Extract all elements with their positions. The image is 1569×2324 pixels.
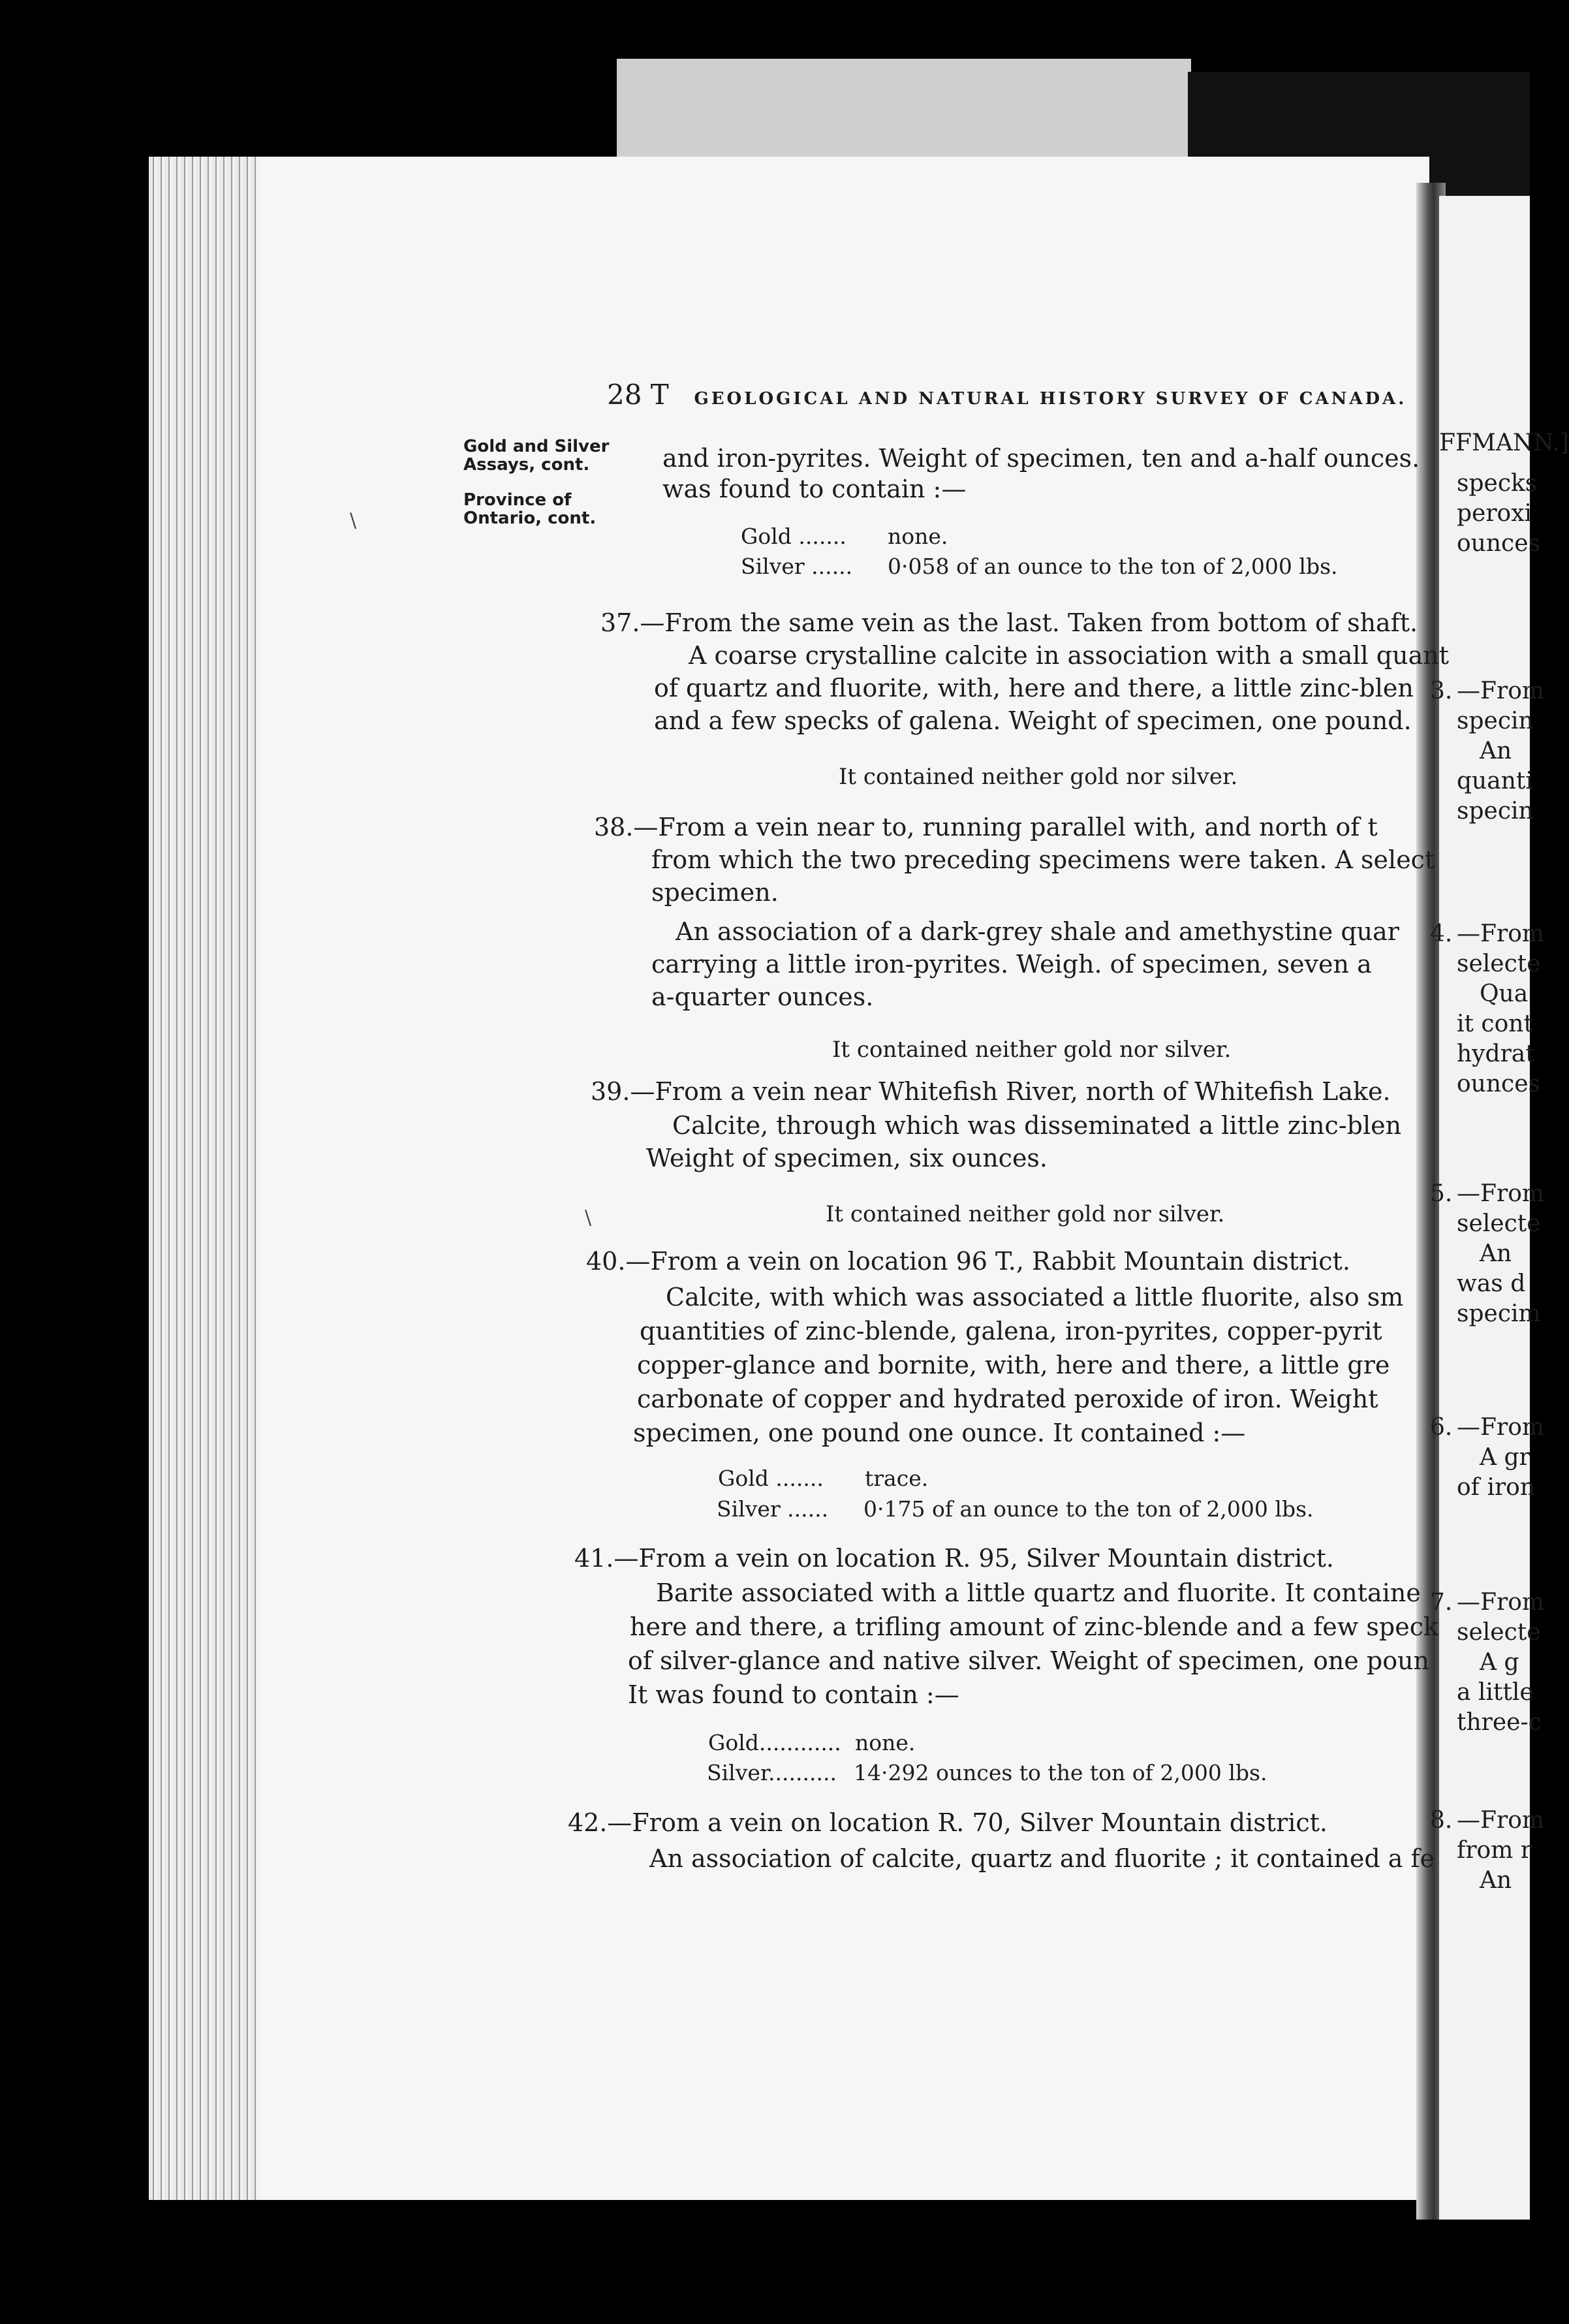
- page-number: 28 T: [607, 379, 669, 411]
- right-page-line: An: [1480, 1867, 1512, 1894]
- page-edges: [149, 157, 263, 2200]
- right-page-line: —From: [1457, 1589, 1544, 1616]
- right-page: [1430, 196, 1569, 2220]
- text-line: a-quarter ounces.: [651, 982, 874, 1011]
- text-line: 37.—From the same vein as the last. Taken from bottom of shaft.: [600, 608, 1418, 637]
- text-line: An association of a dark-grey shale and amethystine quar: [676, 917, 1399, 946]
- text-line: was found to contain :—: [662, 475, 967, 503]
- text-line: Weight of specimen, six ounces.: [646, 1144, 1048, 1172]
- text-line: An association of calcite, quartz and fluorite ; it contained a fe: [649, 1844, 1435, 1873]
- assay-label: Silver..........: [707, 1760, 837, 1785]
- assay-result: It contained neither gold nor silver.: [826, 1201, 1225, 1227]
- text-line: Barite associated with a little quartz and fluorite. It containe: [656, 1578, 1421, 1607]
- right-page-line: ounces: [1457, 1071, 1540, 1097]
- text-line: carbonate of copper and hydrated peroxide of iron. Weight: [637, 1385, 1378, 1413]
- page-header: [607, 379, 1406, 411]
- right-page-line: A gr: [1480, 1444, 1530, 1471]
- right-page-line: —From: [1457, 678, 1544, 704]
- assay-gold: [708, 1730, 915, 1755]
- assay-silver: [717, 1496, 1314, 1522]
- right-page-number: 8.: [1430, 1807, 1453, 1834]
- text-line: and iron-pyrites. Weight of specimen, ten and a-half ounces.: [662, 444, 1420, 473]
- right-page-line: specin: [1457, 798, 1534, 824]
- assay-label: Silver ......: [717, 1496, 829, 1522]
- right-page-number: 7.: [1430, 1589, 1453, 1616]
- sidenote-line: Assays, cont.: [463, 455, 590, 475]
- right-page-line: of iron: [1457, 1474, 1536, 1501]
- assay-value: trace.: [865, 1466, 929, 1491]
- right-page-line: A g: [1480, 1649, 1519, 1676]
- stray-mark: \: [350, 509, 357, 532]
- assay-value: none.: [888, 524, 948, 549]
- right-page-line: specks: [1457, 470, 1538, 497]
- text-line: specimen.: [651, 878, 779, 907]
- assay-value: 14·292 ounces to the ton of 2,000 lbs.: [854, 1760, 1267, 1785]
- right-page-line: three-c: [1457, 1709, 1542, 1736]
- text-line: quantities of zinc-blende, galena, iron-pyrites, copper-pyrit: [640, 1317, 1382, 1345]
- right-page-line: selecte: [1457, 1619, 1541, 1646]
- text-line: 41.—From a vein on location R. 95, Silver Mountain district.: [574, 1544, 1334, 1573]
- assay-result: It contained neither gold nor silver.: [839, 764, 1238, 790]
- right-page-line: ounces: [1457, 530, 1540, 557]
- right-page-header: FFMANN.]: [1439, 430, 1569, 456]
- right-page-line: specim: [1457, 1300, 1541, 1327]
- right-page-number: 6.: [1430, 1414, 1453, 1441]
- text-line: carrying a little iron-pyrites. Weigh. of specimen, seven a: [651, 950, 1372, 979]
- right-page-number: 3.: [1430, 678, 1453, 704]
- right-page-line: it cont: [1457, 1011, 1533, 1037]
- text-line: of quartz and fluorite, with, here and there, a little zinc-blen: [654, 674, 1414, 702]
- text-line: from which the two preceding specimens were taken. A select: [651, 845, 1435, 874]
- assay-value: none.: [855, 1730, 916, 1755]
- assay-gold: [741, 524, 948, 549]
- sidenote-line: Province of: [463, 490, 572, 510]
- text-line: copper-glance and bornite, with, here and there, a little gre: [637, 1351, 1390, 1379]
- right-page-line: selecte: [1457, 950, 1541, 977]
- sidenote-line: Ontario, cont.: [463, 509, 597, 528]
- right-page-line: An: [1480, 1240, 1512, 1267]
- text-line: and a few specks of galena. Weight of specimen, one pound.: [654, 706, 1412, 735]
- text-line: It was found to contain :—: [628, 1680, 959, 1709]
- right-page-number: 5.: [1430, 1180, 1453, 1207]
- assay-label: Silver ......: [741, 554, 853, 579]
- text-line: of silver-glance and native silver. Weight of specimen, one poun: [628, 1646, 1430, 1675]
- text-line: A coarse crystalline calcite in association with a small quant: [689, 641, 1449, 670]
- assay-gold: [718, 1466, 928, 1491]
- assay-result: It contained neither gold nor silver.: [832, 1037, 1232, 1063]
- right-page-line: —From: [1457, 1180, 1544, 1207]
- text-line: 42.—From a vein on location R. 70, Silver Mountain district.: [568, 1808, 1328, 1837]
- text-line: 39.—From a vein near Whitefish River, north of Whitefish Lake.: [591, 1077, 1391, 1106]
- right-page-line: An: [1480, 738, 1512, 764]
- right-page-number: 4.: [1430, 920, 1453, 947]
- right-page-line: Qua: [1480, 981, 1529, 1007]
- right-page-line: —From: [1457, 1807, 1544, 1834]
- assay-value: 0·058 of an ounce to the ton of 2,000 lbs.: [888, 554, 1338, 579]
- text-line: here and there, a trifling amount of zinc-blende and a few speck: [630, 1612, 1439, 1641]
- assay-label: Gold .......: [741, 524, 847, 549]
- right-page-line: —From: [1457, 1414, 1544, 1441]
- text-line: 38.—From a vein near to, running parallel with, and north of t: [594, 813, 1378, 841]
- sidenote-line: Gold and Silver: [463, 437, 610, 456]
- text-line: Calcite, through which was disseminated a little zinc-blen: [672, 1111, 1402, 1140]
- assay-silver: [741, 554, 1338, 579]
- assay-value: 0·175 of an ounce to the ton of 2,000 lbs.: [863, 1496, 1314, 1522]
- right-page-line: —From: [1457, 920, 1544, 947]
- right-page-line: quanti: [1457, 768, 1533, 794]
- assay-label: Gold............: [708, 1730, 841, 1755]
- text-line: specimen, one pound one ounce. It contained :—: [633, 1419, 1246, 1447]
- assay-label: Gold .......: [718, 1466, 824, 1491]
- text-line: 40.—From a vein on location 96 T., Rabbit Mountain district.: [586, 1247, 1350, 1276]
- right-page-line: peroxi: [1457, 500, 1532, 527]
- right-page-line: from r: [1457, 1837, 1532, 1864]
- right-page-line: specin: [1457, 708, 1534, 734]
- right-page-line: a little: [1457, 1679, 1534, 1706]
- right-page-line: hydrat: [1457, 1041, 1535, 1067]
- assay-silver: [707, 1760, 1267, 1785]
- text-line: Calcite, with which was associated a little fluorite, also sm: [666, 1283, 1404, 1311]
- right-page-line: selecte: [1457, 1210, 1541, 1237]
- page-title: GEOLOGICAL AND NATURAL HISTORY SURVEY OF CANADA.: [694, 389, 1407, 409]
- right-page-line: was d: [1457, 1270, 1526, 1297]
- stray-mark: \: [585, 1206, 592, 1229]
